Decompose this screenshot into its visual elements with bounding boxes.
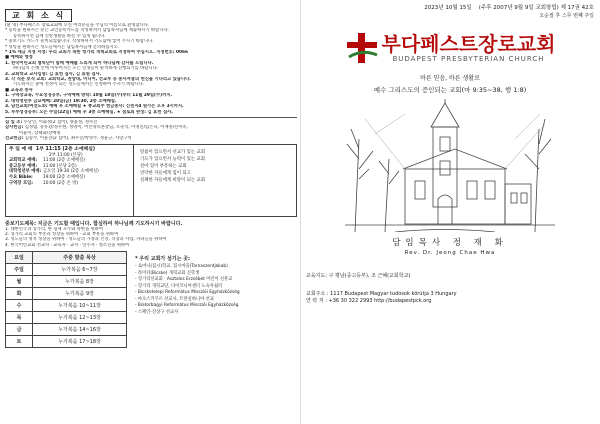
reading-cell: 누가복음 12~13장	[33, 312, 127, 324]
prayer-topics	[5, 227, 297, 249]
day-cell: 금	[6, 324, 33, 336]
mission-support-item: - 헝가리 개혁교단, 다이코니아센터 노숙자쉼터	[135, 283, 223, 289]
table-row	[6, 276, 127, 288]
church-name-english: BUDAPEST PRESBYTERIAN CHURCH	[392, 55, 545, 63]
notice-line: 1. 구역장교육, 수요성경공부, 구역예배 방학: 10월 18일(수)부터 11월 29일(수)까지.	[5, 93, 173, 99]
mission-support-heading: * 우리 교회가 섬기는 곳:	[135, 256, 191, 263]
mission-support-item: - Bicsketelepi Református Missziói Egyházközség	[135, 290, 240, 296]
service-time: 19:00 (2층 소예배실)	[43, 174, 85, 180]
service-time: 11:00 (2층 소예배실)	[43, 158, 85, 164]
cover-page	[300, 0, 600, 424]
vision-line: 살아 있어 부흥하는 교회	[140, 163, 187, 169]
day-cell: 월	[6, 276, 33, 288]
notice-list	[5, 23, 297, 115]
notice-line: * 중보기도 카드가 준비되었습니다. 작성하셔서 기도함에 넣어 주시기 바랍니다.	[5, 39, 154, 45]
service-time: 11:00 (본당 2층)	[43, 163, 77, 169]
table-row	[6, 300, 127, 312]
notice-line: ■ 교육과 봉사	[5, 87, 33, 93]
prayer-topic: 2. 헝가리 교회의 부흥과 성장을 위하여 · 교회 부흥을 위하여	[5, 231, 119, 237]
reading-header: 주중 말씀 묵상	[33, 252, 127, 264]
issue-number: (주후 2007년 9월 9일 교회창립) 제 17권 42호	[478, 5, 594, 11]
day-cell: 목	[6, 312, 33, 324]
education-staff: 교육지도: 구 평남(중고등부), 조 근혜(교회학교)	[306, 273, 411, 279]
mission-support-list	[127, 251, 297, 348]
notice-line: 2. 대학청년부 금요예배: 20일(금) 19:30, 2층 소예배실.	[5, 98, 117, 104]
notice-line: ■ 예배와 행정	[5, 55, 33, 61]
notice-line: * 등록을 원하시는 분은 교인등록카드를 작성하셔서 담임목사님께 제출하시기 바랍니다.	[5, 28, 169, 34]
day-cell: 토	[6, 336, 33, 348]
bulletin-date: 2023년 10월 15일	[424, 5, 472, 11]
table-row	[6, 264, 127, 276]
church-address-block	[306, 291, 594, 305]
service-name: 구역장 모임:	[9, 180, 33, 186]
day-cell: 화	[6, 288, 33, 300]
bible-reading-table	[5, 251, 127, 348]
service-time: 10:00 (2층 온 방)	[43, 180, 79, 186]
service-name: 중고등부 예배:	[9, 163, 38, 169]
reading-cell: 누가복음 6~7장	[33, 264, 127, 276]
issue-header	[306, 3, 594, 11]
notice-line: 3. 남선교회/여전도회: 예배 후 소예배실 ★ 총교회주 헌금봉사: 신천지4 원가는 오후 3시까지.	[5, 104, 184, 110]
service-row	[9, 181, 130, 187]
reading-cell: 누가복음 14~16장	[33, 324, 127, 336]
service-rows	[9, 158, 130, 186]
notice-line: 5. 부부성경공부: 오는 주일(22일) 예배 후 3층 소예배실. ★ 점토회 완성: 김 효헌 집사.	[5, 109, 173, 115]
notice-line: 등록하시면 함께 신앙생활을 하실 수 있게 됩니다.	[13, 33, 106, 39]
vision-line: 연약한 자들에게 힘이 되고	[140, 171, 191, 177]
liturgical-sunday: 오순절 후 스무 번째 주일	[539, 13, 594, 19]
mission-support-item: - 로마니(집시)학교, 집시마을(Tarnaszentjakab)	[135, 264, 228, 270]
sunday-service-heading: 주 일 예 배 1부 11:15 (2층 소예배실)	[9, 146, 96, 152]
table-row	[6, 288, 127, 300]
service-name: 수요 Bible:	[9, 174, 33, 180]
vision-line: 실패한 자들에게 희망이 되는 교회	[140, 178, 205, 184]
church-address: 교회주소 : 1117 Budapest Magyar tudósok körútja 3 Hungary	[306, 291, 457, 297]
reading-cell: 누가복음 8장	[33, 276, 127, 288]
church-motto: 바른 믿음, 바른 생활로	[420, 75, 480, 82]
mission-support-item: - 스페인-진상구 선교사	[135, 309, 179, 315]
notice-line: 하나님의 은혜 안에 이루어지는 모든 일정들이 순적하게 진행되기를 바랍니다.	[13, 66, 159, 72]
notice-line: 3. 각 직분 보직 교회: 교회학교, 찬양대, 미디어, 선교부 등 봉사자들의 헌신을 기다리고 있습니다.	[5, 77, 191, 83]
notices-title: 교 회 소 식	[5, 9, 72, 22]
reading-cell: 누가복음 17~18장	[33, 336, 127, 348]
mission-support-item: - 마오스키쿠르 선교사, 트란실바니아 선교	[135, 296, 214, 302]
church-building-illustration	[345, 99, 555, 232]
service-name: 대학청년부 예배:	[9, 169, 42, 175]
church-logo	[306, 33, 594, 63]
reading-cell: 누가복음 10~11장	[33, 300, 127, 312]
table-row	[6, 324, 127, 336]
divider	[5, 117, 297, 118]
pastor-name: 담임목사 정 재 화	[392, 238, 508, 248]
notice-line: 기도하시는 중에 결정이 되는 성도들께서는 신청하여 주시기 바랍니다.	[13, 82, 145, 88]
mission-support-item: - 헝가리선교회 · Asztalos Erzsébet 어린이 신흥교	[135, 277, 233, 283]
vision-line: 기도가 있으면서 능력이 있는 교회	[140, 156, 205, 162]
service-schedule	[6, 145, 134, 216]
church-vision-poem	[134, 145, 296, 216]
vision-line: 말씀이 있으면서 선교가 있는 교회	[140, 149, 205, 155]
mission-line: 선교헌금: 김승주, 이윤진(2 섬어), 최수진/박명주, 정윤규, 사랑구역	[5, 136, 132, 142]
mission-support-item: - 라이터(Bicske) 개혁교회 신학생	[135, 270, 200, 276]
mission-support-item: - Biatorbágyi Református Missziói Egyházközség	[135, 303, 239, 309]
notice-line: * 1% 세금 지정 지정: 우리 교회가 속한 헝가리 개혁교회로 지정하여 주십시오. 지정번호: 0066	[5, 50, 188, 56]
notice-line: * 성령을 원하시는 성도들께서는 담임목사님께 문의하십시오.	[5, 44, 120, 50]
service-name: 교회학교 예배:	[9, 158, 38, 164]
notice-line: (환 영) 부다페스트 장로교회에 오신 여러분들을 주님의 이름으로 환영합니다.	[5, 23, 150, 28]
cross-logo-icon	[345, 33, 379, 63]
tithe-line: 십 일 조: 우난연, 이화정(2 섬어), 양윤정, 정수진	[5, 119, 98, 125]
second-service-time: 2부 11:00 (본당)	[49, 152, 83, 158]
reading-cell: 누가복음 9장	[33, 288, 127, 300]
church-verse: 예수 그리스도의 증인되는 교회(마 9:35~38, 행 1:8)	[373, 86, 527, 94]
prayer-topic: 1. 대한민국과 헝가리, 한 형제 모두와 북한을 위하여	[5, 226, 104, 232]
bottom-section	[5, 251, 297, 348]
notice-line: 2. 교회학교 교사임명: 김 효헌 집사, 김 효원 집사.	[5, 71, 102, 77]
table-row	[6, 312, 127, 324]
thanks-line-2: 이윤미, 장태화/장예영	[19, 130, 61, 136]
service-times-box	[5, 144, 297, 217]
day-cell: 주일	[6, 264, 33, 276]
table-row	[6, 336, 127, 348]
church-contact: 연 락 처 : +36 30 322 2993 http://budapestpck.org	[306, 298, 432, 304]
church-name: 부다페스트장로교회	[381, 32, 556, 56]
prayer-topic: 4. 한국어린교회 선교사 · 교육자 · 교사 · 연주자 · 청소년을 위하여	[5, 242, 130, 248]
thanks-line: 감사헌금: 김정범, 송유환/정우현, 정영미, 어린양의혼장님, 오준석, 이명진/임은숙, 이재홍/신미옥,	[5, 125, 188, 131]
notice-line: 1. 한국어린교회 협력단이 함께 예배를 드리게 되어 하나님께 감사를 드립니다.	[5, 60, 154, 66]
pastor-name-english: Rev. Dr. Jeong Chae Hwa	[404, 250, 496, 256]
prayer-topics-heading: 중보기도제목: 지금은 기도할 때입니다. 합심하여 하나님께 기도하시기 바랍니다.	[5, 220, 183, 227]
day-cell: 수	[6, 300, 33, 312]
service-time: 금요일 19:30 (2층 소예배실)	[43, 169, 99, 175]
prayer-topic: 3. 성도들의 영적 성장을 위하여 · 성도들의 가정과 건강, 직장과 사업, 자녀들을 위하여	[5, 237, 167, 243]
day-header: 요일	[6, 252, 33, 264]
